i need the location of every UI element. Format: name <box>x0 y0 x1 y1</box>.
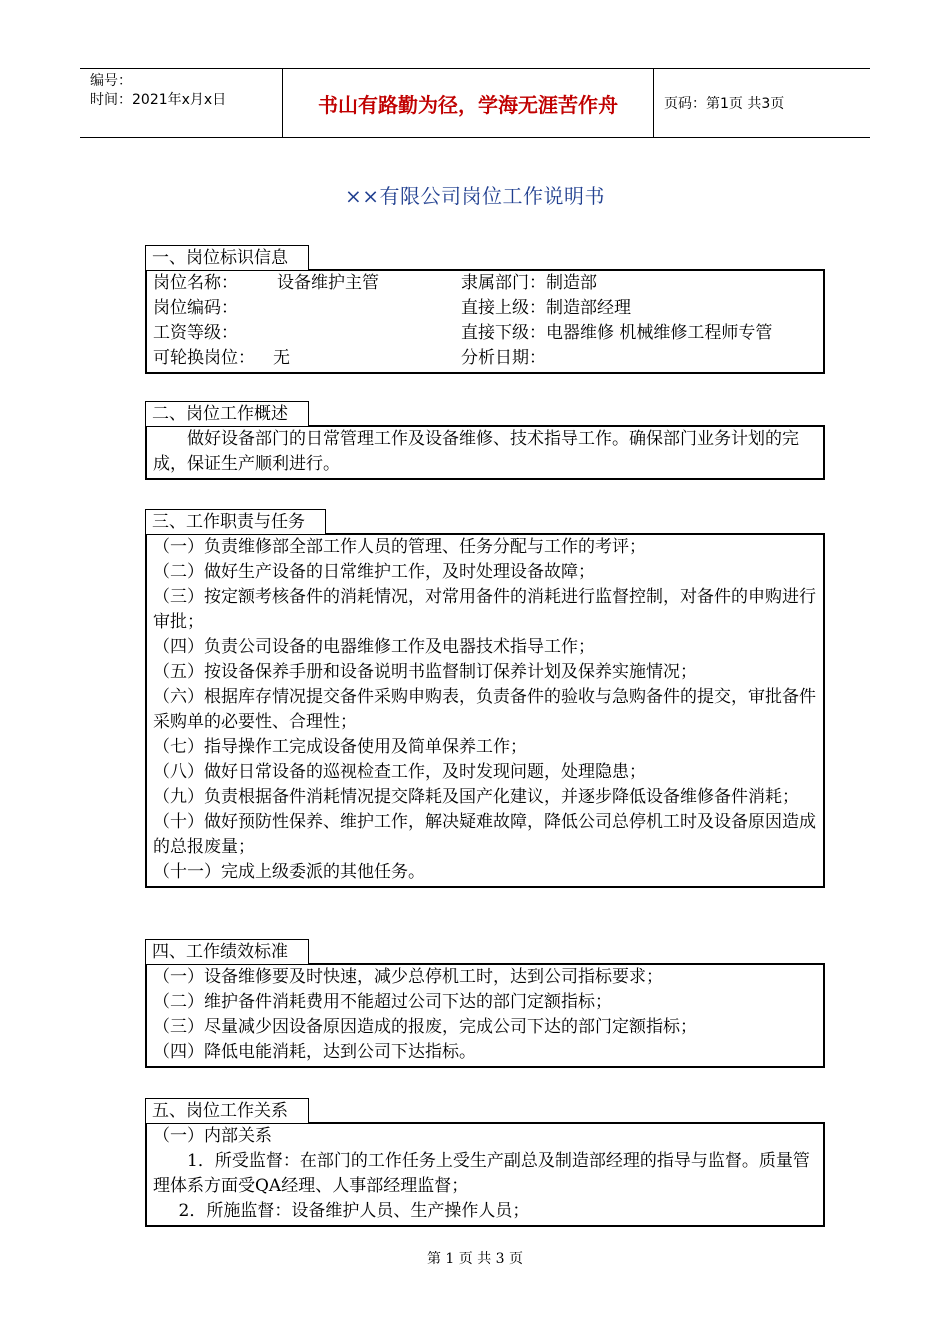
page-footer: 第 1 页 共 3 页 <box>426 1251 524 1267</box>
info-label: 岗位编码： <box>153 298 238 318</box>
number-label: 编号： <box>90 73 132 89</box>
standard-item: （四）降低电能消耗，达到公司下达指标。 <box>153 1042 476 1062</box>
duty-item: （十）做好预防性保养、维护工作，解决疑难故障，降低公司总停机工时及设备原因造成的总报废量； <box>153 812 816 857</box>
info-row <box>153 271 817 296</box>
duty-item: （十一）完成上级委派的其他任务。 <box>153 862 425 882</box>
duty-item: （三）按定额考核备件的消耗情况，对常用备件的消耗进行监督控制，对备件的申购进行审批； <box>153 587 816 632</box>
section-body <box>145 425 825 480</box>
standard-item: （一）设备维修要及时快速，减少总停机工时，达到公司指标要求； <box>153 967 663 987</box>
section-title: 一、岗位标识信息 <box>145 245 309 270</box>
info-label: 工资等级： <box>153 323 238 343</box>
document-title: ××有限公司岗位工作说明书 <box>344 184 605 208</box>
info-row <box>153 346 817 371</box>
overview-text: 做好设备部门的日常管理工作及设备维修、技术指导工作。确保部门业务计划的完成，保证生产顺利进行。 <box>153 429 799 474</box>
header-motto: 书山有路勤为径，学海无涯苦作舟 <box>282 69 654 137</box>
info-value <box>273 321 461 346</box>
header-page-info: 页码：第1页 共3页 <box>664 96 785 112</box>
section-body <box>145 269 825 374</box>
page-header <box>80 68 870 138</box>
section-title: 三、工作职责与任务 <box>145 509 326 534</box>
header-meta <box>80 69 282 137</box>
duty-item: （五）按设备保养手册和设备说明书监督制订保养计划及保养实施情况； <box>153 662 697 682</box>
info-right: 直接下级：电器维修 机械维修工程师专管 <box>461 323 773 343</box>
standard-item: （三）尽量减少因设备原因造成的报废，完成公司下达的部门定额指标； <box>153 1017 697 1037</box>
date-label: 时间：2021年x月x日 <box>90 92 227 108</box>
duty-item: （四）负责公司设备的电器维修工作及电器技术指导工作； <box>153 637 595 657</box>
info-right: 直接上级：制造部经理 <box>461 298 631 318</box>
section-duties <box>145 509 825 888</box>
info-value <box>273 296 461 321</box>
section-title: 二、岗位工作概述 <box>145 401 309 426</box>
standard-item: （二）维护备件消耗费用不能超过公司下达的部门定额指标； <box>153 992 612 1012</box>
info-right: 隶属部门：制造部 <box>461 273 597 293</box>
duty-item: （六）根据库存情况提交备件采购申购表，负责备件的验收与急购备件的提交，审批备件采购单的必要性、合理性； <box>153 687 816 732</box>
section-title: 四、工作绩效标准 <box>145 939 309 964</box>
relation-item: 2．所施监督：设备维护人员、生产操作人员； <box>178 1201 530 1221</box>
info-value: 设备维护主管 <box>277 273 379 293</box>
section-job-overview <box>145 401 825 480</box>
duty-item: （二）做好生产设备的日常维护工作，及时处理设备故障； <box>153 562 595 582</box>
duty-item: （七）指导操作工完成设备使用及简单保养工作； <box>153 737 527 757</box>
section-body <box>145 1122 825 1227</box>
info-row <box>153 296 817 321</box>
duty-item: （八）做好日常设备的巡视检查工作，及时发现问题，处理隐患； <box>153 762 646 782</box>
section-relations <box>145 1098 825 1227</box>
info-value: 无 <box>273 348 290 368</box>
section-body <box>145 963 825 1068</box>
relation-item: 1．所受监督：在部门的工作任务上受生产副总及制造部经理的指导与监督。质量管理体系方面受QA经理、人事部经理监督； <box>153 1151 810 1196</box>
info-label: 岗位名称： <box>153 273 238 293</box>
section-body <box>145 533 825 888</box>
info-label: 可轮换岗位： <box>153 348 255 368</box>
duty-item: （一）负责维修部全部工作人员的管理、任务分配与工作的考评； <box>153 537 646 557</box>
section-position-info <box>145 245 825 374</box>
duty-item: （九）负责根据备件消耗情况提交降耗及国产化建议，并逐步降低设备维修备件消耗； <box>153 787 799 807</box>
info-right: 分析日期： <box>461 348 546 368</box>
section-title: 五、岗位工作关系 <box>145 1098 309 1123</box>
info-row <box>153 321 817 346</box>
section-performance <box>145 939 825 1068</box>
relation-subheading: （一）内部关系 <box>153 1126 272 1146</box>
